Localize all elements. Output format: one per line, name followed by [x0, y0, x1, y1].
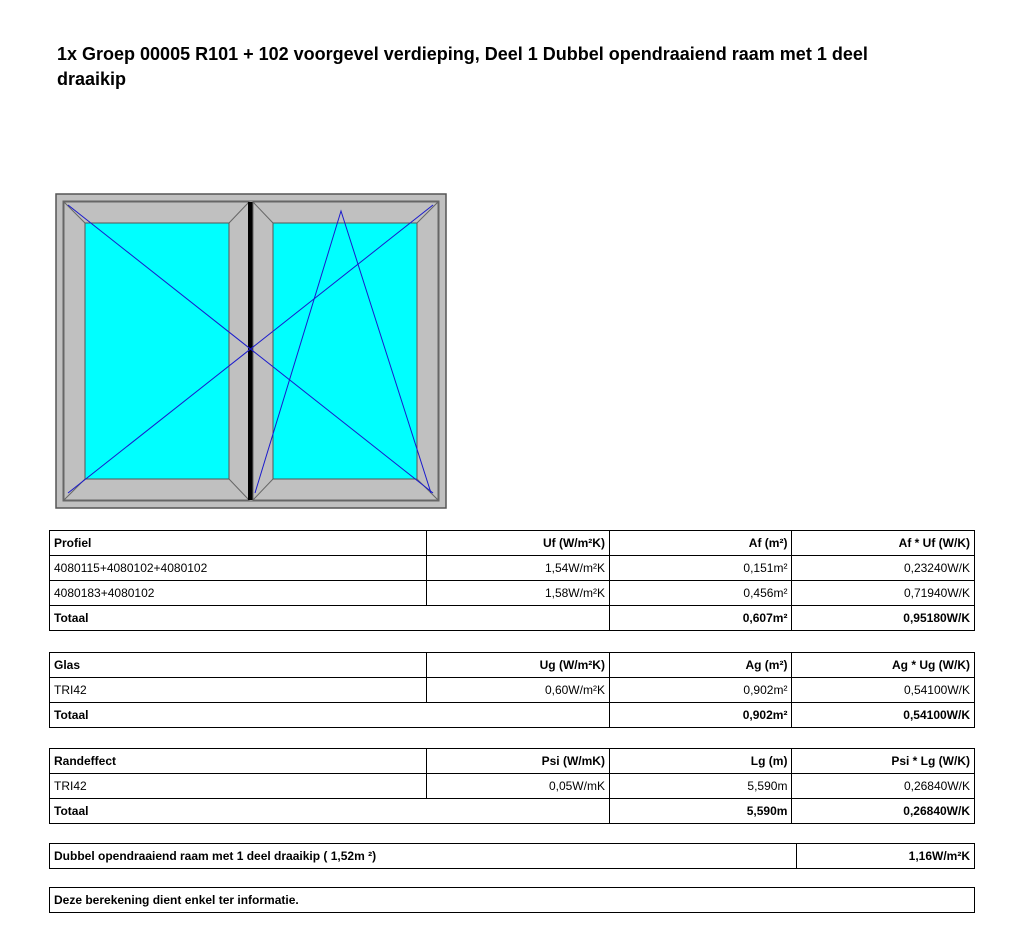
header-cell: Lg (m): [609, 749, 792, 774]
cell: 0,902m²: [609, 678, 792, 703]
note-row: [50, 888, 975, 913]
table-row: [50, 581, 975, 606]
cell: 1,58W/m²K: [427, 581, 610, 606]
total-cell: 0,95180W/K: [792, 606, 975, 631]
cell: TRI42: [50, 774, 427, 799]
cell: 0,23240W/K: [792, 556, 975, 581]
total-cell: 0,902m²: [609, 703, 792, 728]
summary-value: 1,16W/m²K: [797, 844, 975, 869]
header-cell: Psi * Lg (W/K): [792, 749, 975, 774]
cell: 0,54100W/K: [792, 678, 975, 703]
header-cell: Glas: [50, 653, 427, 678]
total-cell: 0,54100W/K: [792, 703, 975, 728]
glas-table: [49, 652, 975, 728]
header-cell: Af * Uf (W/K): [792, 531, 975, 556]
summary-row: [50, 844, 975, 869]
cell: 5,590m: [609, 774, 792, 799]
cell: 4080183+4080102: [50, 581, 427, 606]
header-cell: Uf (W/m²K): [427, 531, 610, 556]
total-cell: 0,26840W/K: [792, 799, 975, 824]
header-cell: Ug (W/m²K): [427, 653, 610, 678]
total-cell: 0,607m²: [609, 606, 792, 631]
total-row: [50, 606, 975, 631]
header-cell: Psi (W/mK): [427, 749, 610, 774]
title-line-1: 1x Groep 00005 R101 + 102 voorgevel verdieping, Deel 1 Dubbel opendraaiend raam met 1 deel: [57, 44, 868, 64]
header-cell: Ag (m²): [609, 653, 792, 678]
window-drawing: [55, 193, 447, 509]
randeffect-table: [49, 748, 975, 824]
note-text: Deze berekening dient enkel ter informatie.: [50, 888, 975, 913]
cell: 1,54W/m²K: [427, 556, 610, 581]
profiel-table: [49, 530, 975, 631]
header-cell: Randeffect: [50, 749, 427, 774]
summary-table: [49, 843, 975, 869]
page-title: [57, 42, 957, 92]
table-header-row: [50, 531, 975, 556]
title-line-2: draaikip: [57, 69, 127, 89]
total-row: [50, 703, 975, 728]
table-row: [50, 678, 975, 703]
cell: TRI42: [50, 678, 427, 703]
table-header-row: [50, 749, 975, 774]
header-cell: Profiel: [50, 531, 427, 556]
total-cell: 5,590m: [609, 799, 792, 824]
summary-label: Dubbel opendraaiend raam met 1 deel draaikip ( 1,52m ²): [50, 844, 797, 869]
left-glass: [85, 223, 229, 479]
table-header-row: [50, 653, 975, 678]
header-cell: Ag * Ug (W/K): [792, 653, 975, 678]
cell: 0,456m²: [609, 581, 792, 606]
cell: 0,60W/m²K: [427, 678, 610, 703]
table-row: [50, 774, 975, 799]
header-cell: Af (m²): [609, 531, 792, 556]
cell: 0,05W/mK: [427, 774, 610, 799]
table-row: [50, 556, 975, 581]
cell: 4080115+4080102+4080102: [50, 556, 427, 581]
cell: 0,26840W/K: [792, 774, 975, 799]
total-label: Totaal: [50, 606, 610, 631]
total-label: Totaal: [50, 799, 610, 824]
total-row: [50, 799, 975, 824]
right-glass: [273, 223, 417, 479]
total-label: Totaal: [50, 703, 610, 728]
note-table: [49, 887, 975, 913]
cell: 0,151m²: [609, 556, 792, 581]
cell: 0,71940W/K: [792, 581, 975, 606]
